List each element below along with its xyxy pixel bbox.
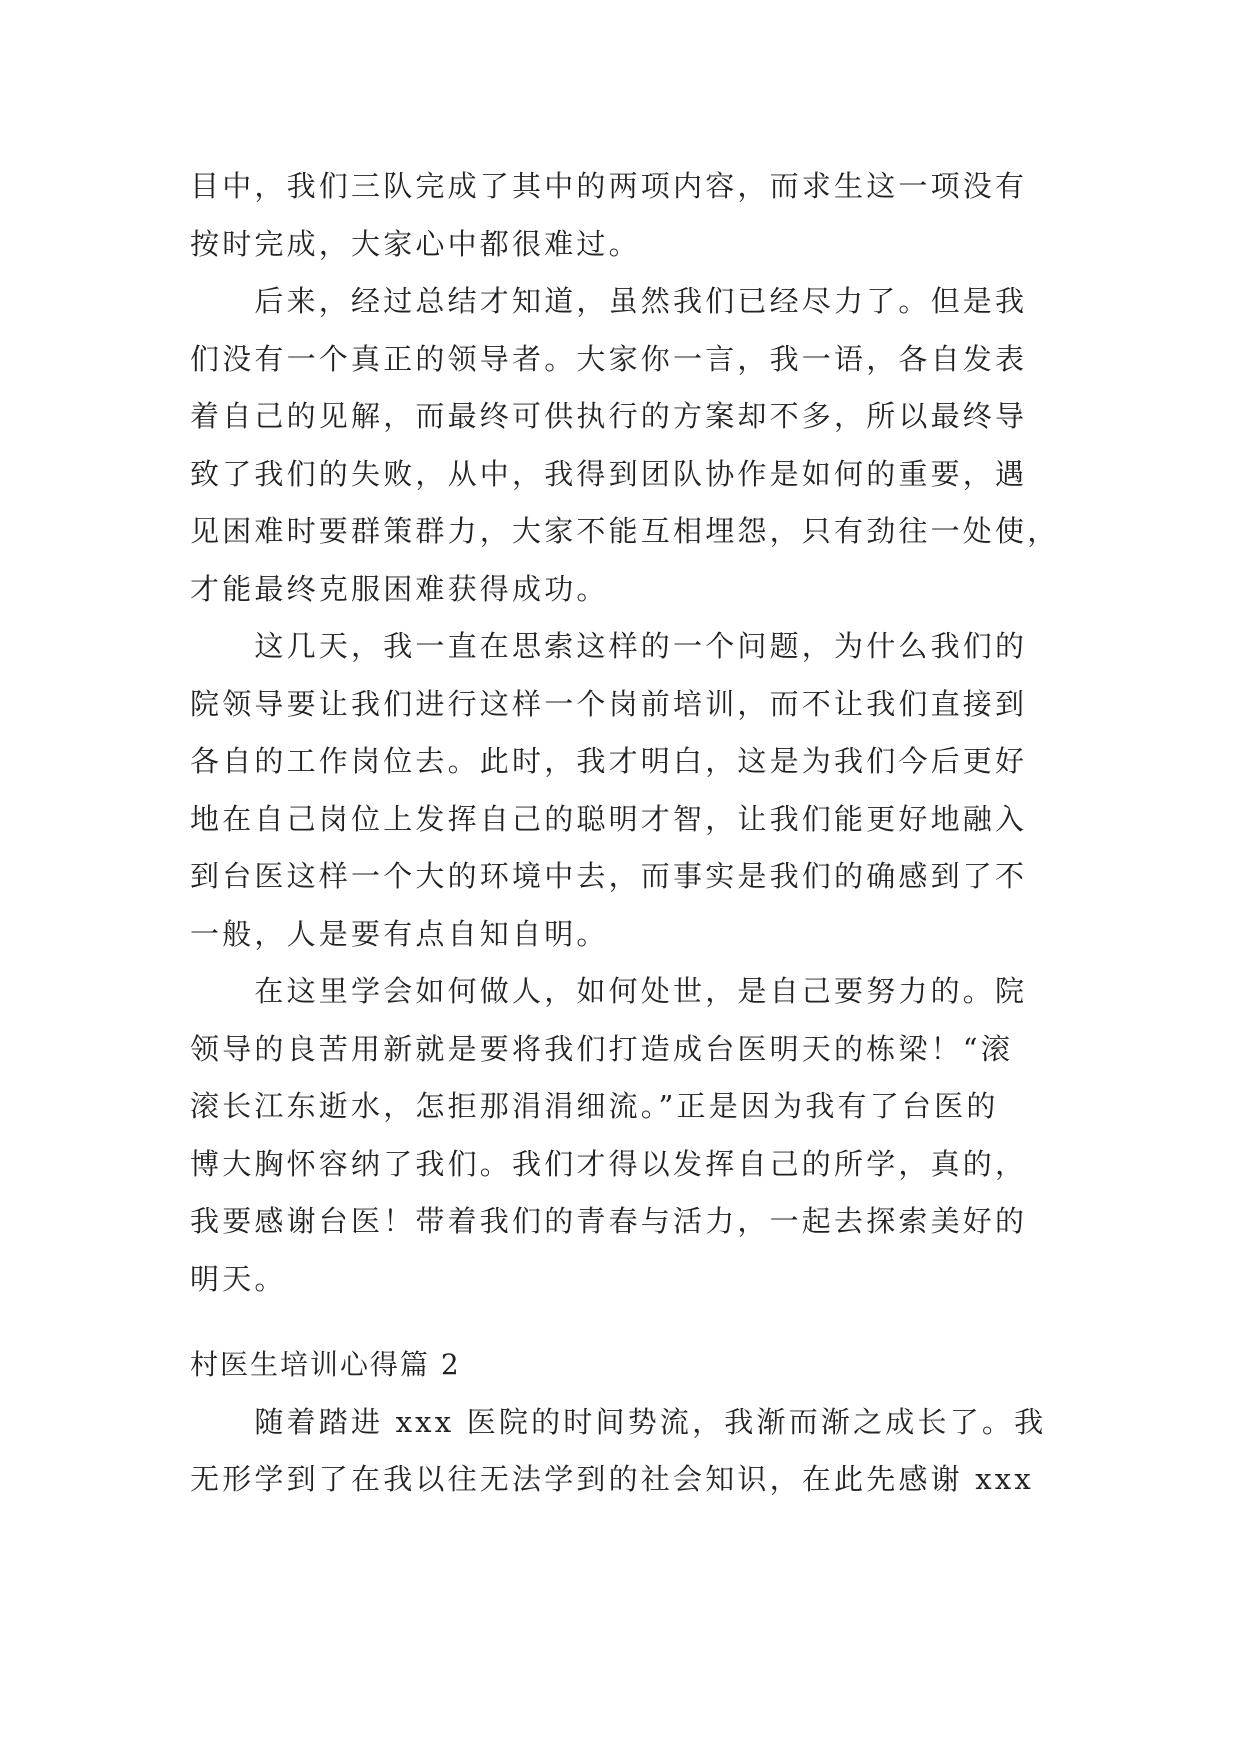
text-line: 后来，经过总结才知道，虽然我们已经尽力了。但是我 <box>190 284 1028 318</box>
text-line: 滚长江东逝水，怎拒那涓涓细流。”正是因为我有了台医的 <box>190 1089 999 1123</box>
paragraph-3 <box>190 618 1070 963</box>
text-line: 才能最终克服困难获得成功。 <box>190 571 609 606</box>
text-line: 到台医这样一个大的环境中去，而事实是我们的确感到了不 <box>190 859 1028 893</box>
text-line: 各自的工作岗位去。此时，我才明白，这是为我们今后更好 <box>190 744 1028 778</box>
document-body <box>190 158 1070 1509</box>
section-spacer <box>190 1308 1070 1336</box>
section-heading: 村医生培训心得篇 2 <box>190 1348 461 1381</box>
paragraph-4 <box>190 963 1070 1308</box>
text-line: 按时完成，大家心中都很难过。 <box>190 226 641 261</box>
paragraph-2 <box>190 273 1070 618</box>
paragraph-1 <box>190 158 1070 273</box>
text-line: 在这里学会如何做人，如何处世，是自己要努力的。院 <box>190 974 1028 1008</box>
text-line: 目中，我们三队完成了其中的两项内容，而求生这一项没有 <box>190 169 1028 203</box>
text-line: 博大胸怀容纳了我们。我们才得以发挥自己的所学，真的， <box>190 1146 1028 1181</box>
text-line: 我要感谢台医！带着我们的青春与活力，一起去探索美好的 <box>190 1204 1028 1238</box>
text-line: 着自己的见解，而最终可供执行的方案却不多，所以最终导 <box>190 399 1028 433</box>
text-line: 见困难时要群策群力，大家不能互相埋怨，只有劲往一处使， <box>190 514 1060 548</box>
text-line: 们没有一个真正的领导者。大家你一言，我一语，各自发表 <box>190 341 1028 376</box>
text-line: 地在自己岗位上发挥自己的聪明才智，让我们能更好地融入 <box>190 801 1028 836</box>
text-line: 无形学到了在我以往无法学到的社会知识，在此先感谢 xxx <box>190 1462 1034 1496</box>
text-line: 院领导要让我们进行这样一个岗前培训，而不让我们直接到 <box>190 686 1028 721</box>
section-paragraph <box>190 1394 1070 1509</box>
text-line: 这几天，我一直在思索这样的一个问题，为什么我们的 <box>190 629 1028 663</box>
text-line: 一般，人是要有点自知自明。 <box>190 916 609 951</box>
text-line: 领导的良苦用新就是要将我们打造成台医明天的栋梁！“滚 <box>190 1031 1014 1066</box>
text-line: 随着踏进 xxx 医院的时间势流，我渐而渐之成长了。我 <box>190 1404 1047 1439</box>
text-line: 致了我们的失败，从中，我得到团队协作是如何的重要，遇 <box>190 456 1028 491</box>
text-line: 明天。 <box>190 1261 287 1296</box>
